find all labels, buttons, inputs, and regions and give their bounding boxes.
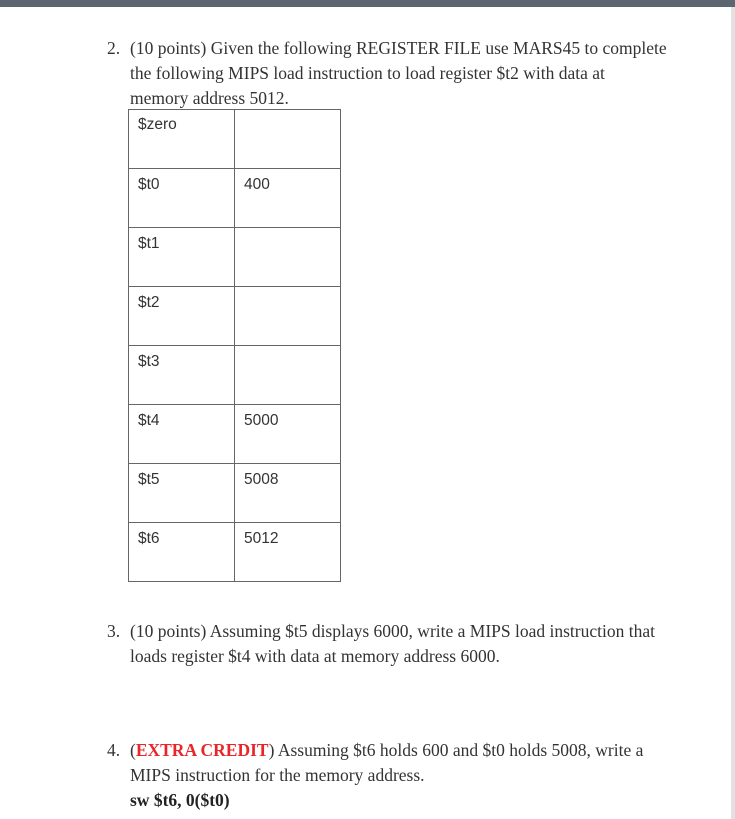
register-row (129, 405, 341, 464)
register-name: $t1 (129, 228, 235, 287)
extra-credit-label: EXTRA CREDIT (135, 740, 269, 760)
question-2-text: (10 points) Given the following REGISTER FILE use MARS45 to complete the following MIPS load instruction to load register $t2 with data at memory address 5012. (130, 38, 667, 108)
question-4-text (130, 738, 667, 788)
register-name: $t0 (129, 169, 235, 228)
register-value (235, 228, 341, 287)
page-right-edge (731, 7, 735, 819)
question-4-body: ) Assuming $t6 holds 600 and $t0 holds 5008, write a MIPS instruction for the memory address. (130, 740, 644, 785)
register-value (235, 110, 341, 169)
question-2-number: 2. (107, 38, 121, 58)
register-name: $t2 (129, 287, 235, 346)
register-name: $t6 (129, 523, 235, 582)
question-3-number: 3. (107, 621, 121, 641)
register-value: 5008 (235, 464, 341, 523)
register-row (129, 110, 341, 169)
question-3 (107, 619, 667, 669)
window-top-bar (0, 0, 735, 7)
register-name: $t3 (129, 346, 235, 405)
register-row (129, 287, 341, 346)
question-4-answer: sw $t6, 0($t0) (130, 790, 230, 810)
register-name: $t5 (129, 464, 235, 523)
register-row (129, 169, 341, 228)
register-name: $t4 (129, 405, 235, 464)
question-2 (107, 36, 667, 111)
register-name: $zero (129, 110, 235, 169)
question-3-text: (10 points) Assuming $t5 displays 6000, write a MIPS load instruction that loads register $t4 with data at memory address 6000. (130, 621, 655, 666)
register-row (129, 464, 341, 523)
register-value: 400 (235, 169, 341, 228)
register-row (129, 346, 341, 405)
register-value: 5012 (235, 523, 341, 582)
register-row (129, 523, 341, 582)
question-4 (107, 738, 667, 813)
register-file-table (128, 109, 341, 582)
register-value (235, 346, 341, 405)
register-row (129, 228, 341, 287)
question-4-number: 4. (107, 740, 121, 760)
register-value: 5000 (235, 405, 341, 464)
register-value (235, 287, 341, 346)
open-paren: ( (130, 740, 136, 760)
